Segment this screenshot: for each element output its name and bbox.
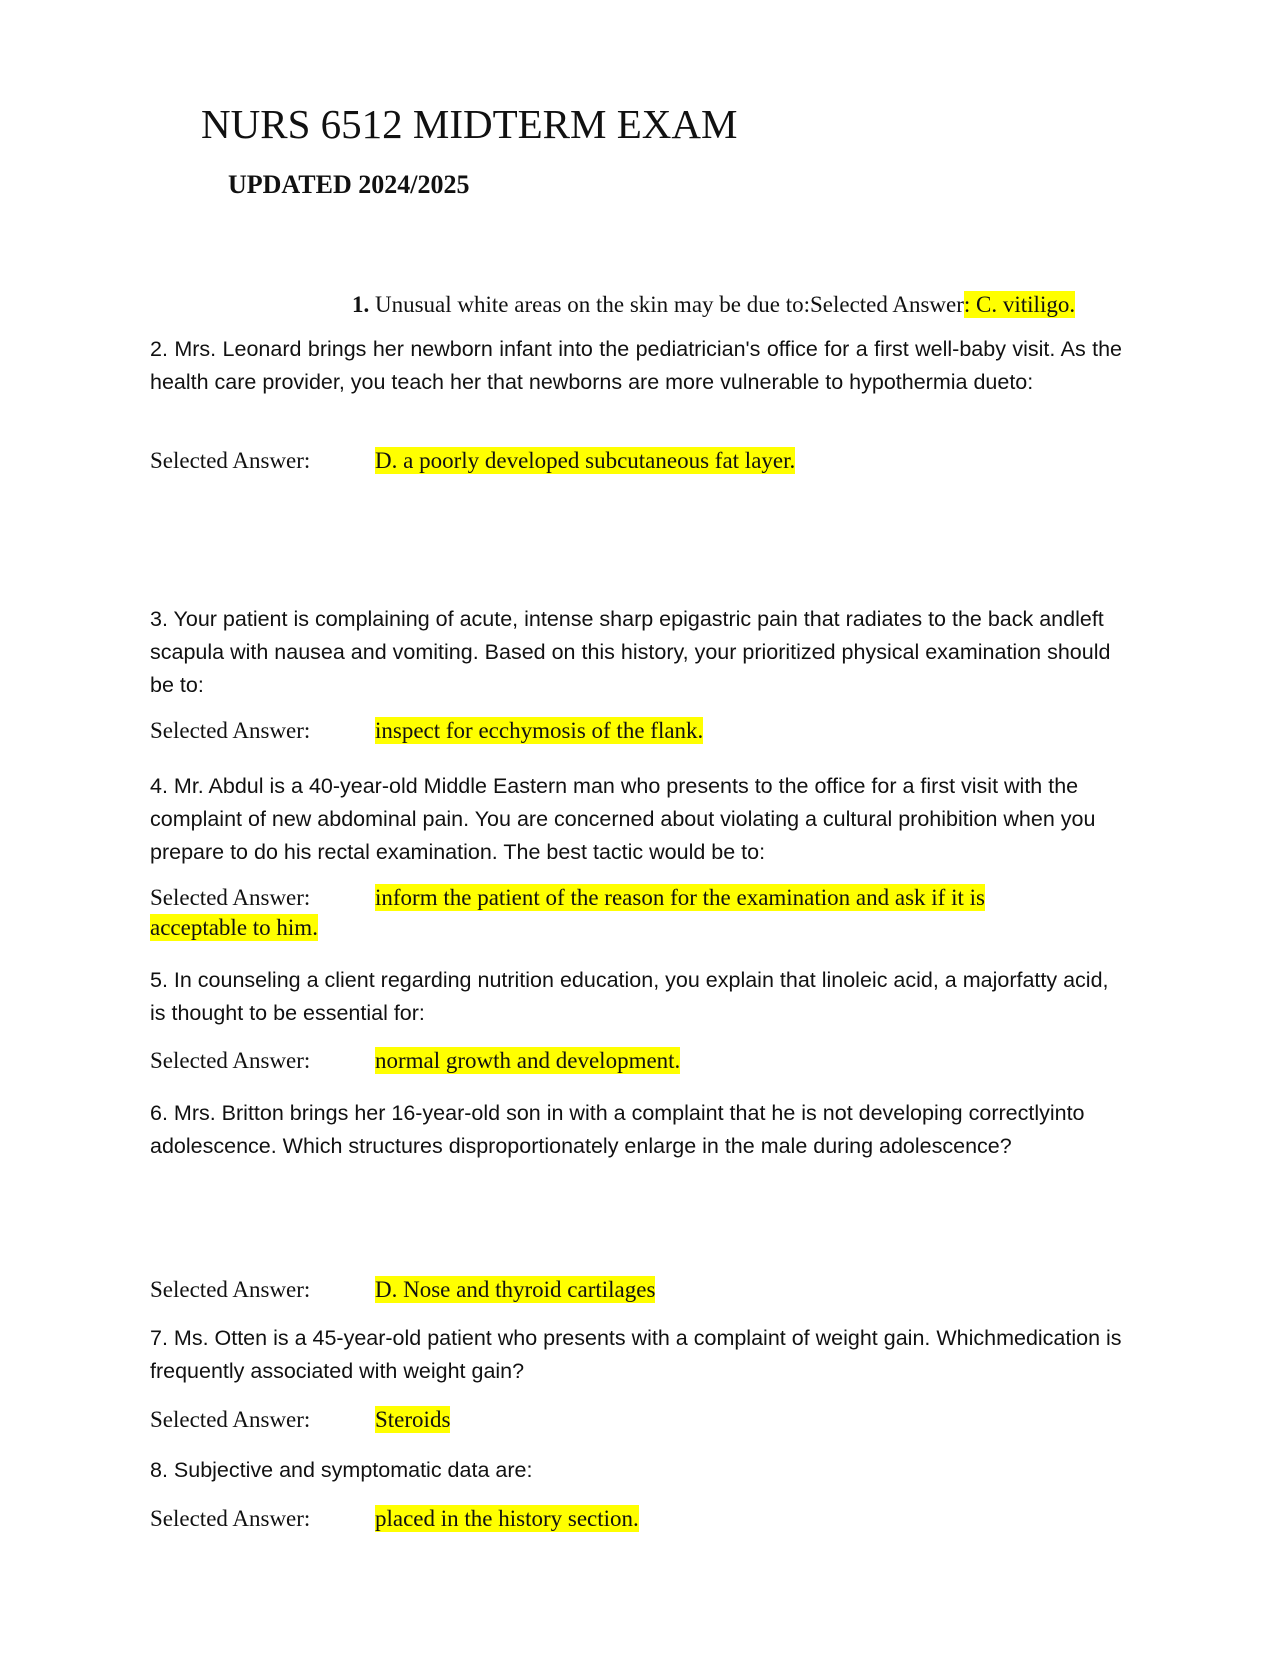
question-3-text: 3. Your patient is complaining of acute, intense sharp epigastric pain that radiates to the back andleft scapula with nausea and vomiting. Based on this history, your prioritized physical examination should be to: — [150, 607, 1111, 697]
question-4-answer-row — [150, 883, 1110, 943]
question-2-text: 2. Mrs. Leonard brings her newborn infant into the pediatrician's office for a first well-baby visit. As the health care provider, you teach her that newborns are more vulnerable to hypothermia dueto: — [150, 337, 1122, 394]
question-text: Unusual white areas on the skin may be due to:Selected Answer — [369, 292, 964, 317]
selected-answer-label: Selected Answer: — [150, 885, 311, 910]
selected-answer-highlight: inspect for ecchymosis of the flank. — [375, 718, 704, 743]
question-5-answer-row — [150, 1046, 1110, 1076]
question-8-answer-row — [150, 1504, 1110, 1534]
selected-answer-highlight: inform the patient of the reason for the examination and ask if it is — [375, 885, 985, 910]
question-3-answer-row — [150, 716, 1110, 746]
question-5-text: 5. In counseling a client regarding nutrition education, you explain that linoleic acid, a majorfatty acid, is thought to be essential for: — [150, 968, 1109, 1025]
question-1 — [352, 292, 1075, 318]
selected-answer-highlight-continued: acceptable to him. — [150, 915, 318, 940]
question-7-answer-row — [150, 1405, 1110, 1435]
selected-answer-highlight: D. a poorly developed subcutaneous fat layer. — [375, 448, 796, 473]
selected-answer-highlight: normal growth and development. — [375, 1048, 681, 1073]
question-6-text: 6. Mrs. Britton brings her 16-year-old son in with a complaint that he is not developing correctlyinto adolescence. Which structures disproportionately enlarge in the male during adolescence? — [150, 1101, 1085, 1158]
question-4-text: 4. Mr. Abdul is a 40-year-old Middle Eastern man who presents to the office for a first visit with the complaint of new abdominal pain. You are concerned about violating a cultural prohibition when you prepare to do his rectal examination. The best tactic would be to: — [150, 774, 1096, 864]
selected-answer-label: Selected Answer: — [150, 1407, 311, 1432]
selected-answer-label: Selected Answer: — [150, 448, 311, 473]
selected-answer-label: Selected Answer: — [150, 1048, 311, 1073]
question-number: 1. — [352, 292, 370, 317]
selected-answer-label: Selected Answer: — [150, 718, 311, 743]
document-title: NURS 6512 MIDTERM EXAM — [201, 101, 738, 147]
selected-answer-label: Selected Answer: — [150, 1277, 311, 1302]
question-8-text: 8. Subjective and symptomatic data are: — [150, 1458, 533, 1482]
selected-answer-highlight: placed in the history section. — [375, 1506, 639, 1531]
selected-answer-highlight: D. Nose and thyroid cartilages — [375, 1277, 656, 1302]
question-7-text: 7. Ms. Otten is a 45-year-old patient who presents with a complaint of weight gain. Whichmedication is frequently associated with weight gain? — [150, 1326, 1122, 1383]
document-subtitle: UPDATED 2024/2025 — [228, 170, 470, 199]
selected-answer-label: Selected Answer: — [150, 1506, 311, 1531]
question-6-answer-row — [150, 1275, 1110, 1305]
question-2-answer-row — [150, 446, 1110, 476]
selected-answer-highlight: : C. vitiligo. — [963, 292, 1076, 317]
selected-answer-highlight: Steroids — [375, 1407, 451, 1432]
